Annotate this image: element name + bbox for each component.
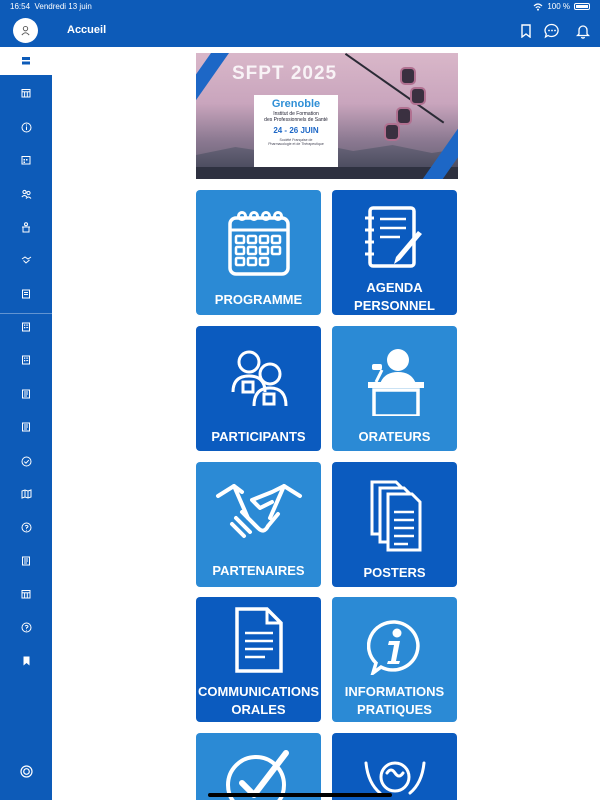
documents-icon [332, 480, 457, 552]
banner-city [196, 167, 458, 179]
tile-participants[interactable] [196, 326, 321, 451]
sidebar-item-help-2[interactable] [0, 613, 52, 641]
banner-dates: 24 - 26 JUIN [273, 126, 319, 135]
people-badge-icon [196, 348, 321, 410]
sidebar-item-calendar-2[interactable] [0, 580, 52, 608]
status-time: 16:54 Vendredi 13 juin [10, 2, 92, 11]
sidebar-item-participants[interactable] [0, 180, 52, 208]
document-icon [21, 422, 31, 432]
bookmark-icon [22, 656, 31, 666]
banner-society: Société Française de Pharmacologie et de Thérapeutique [268, 138, 324, 146]
speakers-icon [21, 222, 31, 233]
notebook-pen-icon [332, 204, 457, 270]
tile-informations-pratiques[interactable] [332, 597, 457, 722]
bookmark-button[interactable] [517, 22, 535, 40]
status-right [533, 2, 590, 11]
info-bubble-icon [332, 619, 457, 675]
gondola-image [396, 107, 412, 125]
calendar-icon [21, 88, 31, 98]
document-icon [196, 607, 321, 673]
event-banner[interactable] [196, 53, 458, 179]
app-header [0, 0, 600, 47]
sidebar-item-check[interactable] [0, 447, 52, 475]
messages-button[interactable] [543, 22, 561, 40]
participants-icon [21, 189, 32, 199]
user-icon [20, 25, 31, 36]
chat-icon [544, 23, 560, 39]
document-icon [21, 556, 31, 566]
banner-institute: Institut de Formation des Professionnels de Santé [264, 111, 328, 123]
page-title: Accueil [67, 24, 107, 36]
tile-checklist[interactable] [196, 733, 321, 800]
banner-event-title: SFPT 2025 [232, 63, 338, 84]
sidebar [0, 47, 52, 800]
calendar-icon [21, 589, 31, 599]
sidebar-item-calendar[interactable] [0, 79, 52, 107]
tile-partenaires[interactable] [196, 462, 321, 587]
posters-icon [21, 289, 31, 299]
agenda-icon [21, 155, 31, 165]
sidebar-item-speakers[interactable] [0, 213, 52, 241]
battery-icon [574, 3, 590, 10]
speaker-podium-icon [332, 346, 457, 416]
check-icon [21, 456, 32, 467]
info-icon [21, 122, 32, 133]
map-icon [21, 489, 32, 499]
sidebar-item-help-1[interactable] [0, 513, 52, 541]
tile-communications-orales[interactable] [196, 597, 321, 722]
sidebar-item-doc-1[interactable] [0, 380, 52, 408]
sidebar-item-logout[interactable] [0, 757, 52, 785]
banner-cable [345, 53, 444, 123]
sidebar-item-posters[interactable] [0, 280, 52, 308]
bell-icon [576, 23, 590, 39]
notifications-button[interactable] [574, 22, 592, 40]
power-icon [20, 765, 33, 778]
battery-percent: 100 % [547, 2, 570, 11]
check-circle-icon [196, 745, 321, 800]
sidebar-item-agenda[interactable] [0, 146, 52, 174]
list-icon [21, 322, 31, 332]
profile-avatar[interactable] [13, 18, 38, 43]
banner-card [254, 95, 338, 167]
tile-label: ORATEURS [358, 429, 431, 444]
tile-label: PARTENAIRES [212, 563, 305, 578]
calendar-icon [196, 208, 321, 278]
home-indicator[interactable] [208, 793, 392, 797]
status-bar [0, 0, 600, 14]
sidebar-item-info[interactable] [0, 113, 52, 141]
document-icon [21, 389, 31, 399]
help-icon [21, 522, 32, 533]
sidebar-item-bookmark[interactable] [0, 647, 52, 675]
sidebar-item-list-2[interactable] [0, 346, 52, 374]
tile-agenda-personnel[interactable] [332, 190, 457, 315]
banner-stripe [196, 53, 229, 113]
tile-label: PROGRAMME [214, 292, 303, 307]
help-icon [21, 622, 32, 633]
tile-orateurs[interactable] [332, 326, 457, 451]
tile-label: AGENDA PERSONNEL [354, 280, 435, 313]
tile-label: POSTERS [363, 565, 426, 580]
sidebar-item-list-1[interactable] [0, 313, 52, 341]
handshake-icon [196, 482, 321, 544]
sidebar-item-home[interactable] [0, 47, 52, 75]
sidebar-item-doc-3[interactable] [0, 547, 52, 575]
sidebar-item-map[interactable] [0, 480, 52, 508]
gondola-image [384, 123, 400, 141]
tile-programme[interactable] [196, 190, 321, 315]
tile-posters[interactable] [332, 462, 457, 587]
bookmark-icon [520, 24, 532, 38]
partners-icon [21, 255, 32, 265]
tile-label: COMMUNICATIONS ORALES [197, 684, 320, 717]
tile-label: PARTICIPANTS [211, 429, 306, 444]
banner-city-name: Grenoble [271, 98, 321, 110]
tile-care[interactable] [332, 733, 457, 800]
sidebar-item-partners[interactable] [0, 246, 52, 274]
sidebar-item-doc-2[interactable] [0, 413, 52, 441]
home-icon [21, 56, 31, 66]
gondola-image [410, 87, 426, 105]
list-icon [21, 355, 31, 365]
tile-label: INFORMATIONS PRATIQUES [344, 684, 445, 717]
gondola-image [400, 67, 416, 85]
wifi-icon [533, 3, 543, 11]
